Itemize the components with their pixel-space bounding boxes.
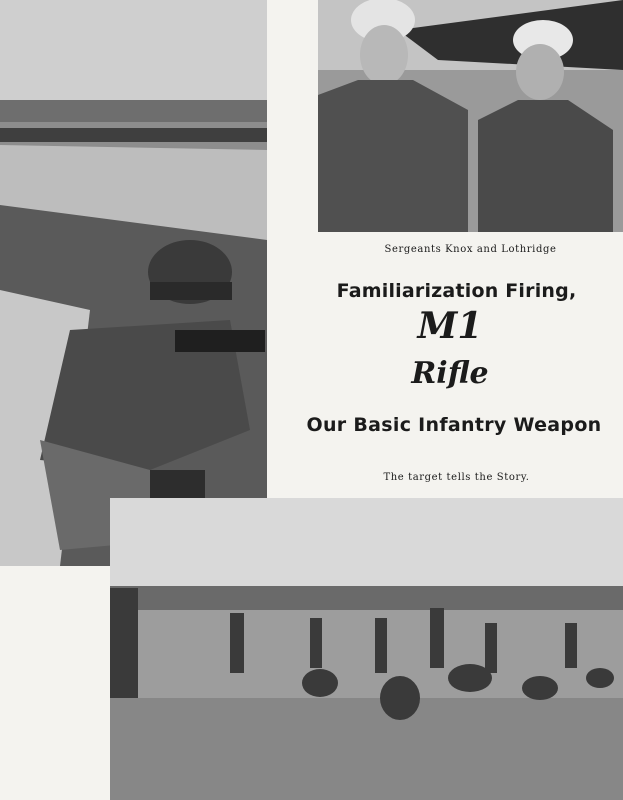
- title-rifle: Rifle: [411, 356, 489, 391]
- target-caption: The target tells the Story.: [383, 472, 530, 483]
- page-title: Familiarization Firing,: [336, 280, 577, 302]
- firing-range-photo: [110, 498, 623, 800]
- sergeants-photo: [318, 0, 623, 232]
- page-subtitle: Our Basic Infantry Weapon: [306, 414, 602, 436]
- rifleman-photo: [0, 0, 267, 566]
- title-m1: M1: [417, 305, 483, 347]
- sergeants-caption: Sergeants Knox and Lothridge: [384, 244, 557, 255]
